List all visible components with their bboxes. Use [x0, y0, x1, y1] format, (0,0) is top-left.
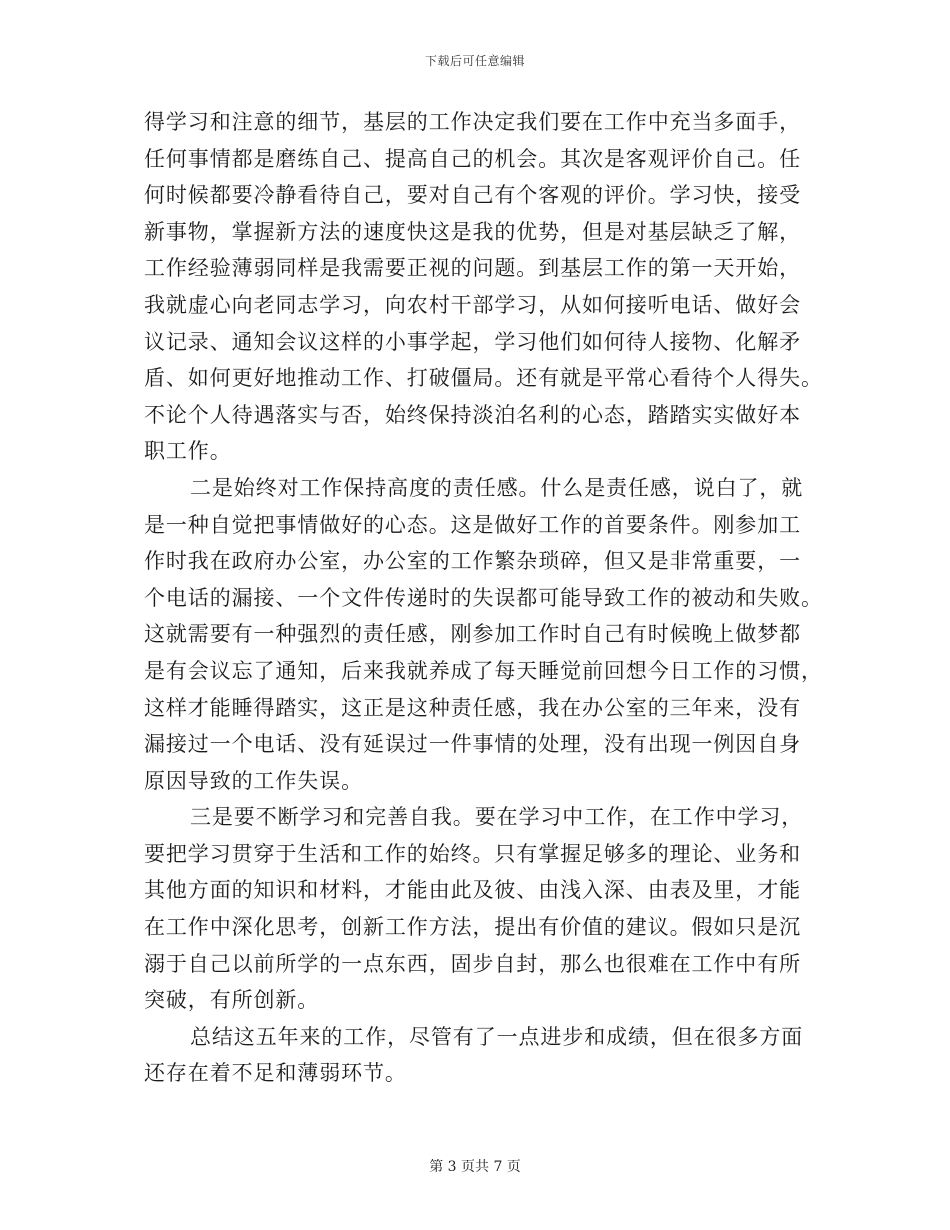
text-line: 这样才能睡得踏实，这正是这种责任感，我在办公室的三年来，没有: [144, 695, 801, 720]
text-line: 还存在着不足和薄弱环节。: [144, 1061, 407, 1086]
text-line: 这就需要有一种强烈的责任感，刚参加工作时自己有时候晚上做梦都: [144, 622, 801, 647]
text-line: 突破，有所创新。: [144, 988, 320, 1013]
text-line: 是一种自觉把事情做好的心态。这是做好工作的首要条件。刚参加工: [144, 512, 801, 537]
text-line: 新事物，掌握新方法的速度快这是我的优势，但是对基层缺乏了解，: [144, 219, 801, 244]
text-line: 职工作。: [144, 439, 232, 464]
text-line: 是有会议忘了通知，后来我就养成了每天睡觉前回想今日工作的习惯，: [144, 658, 823, 683]
text-line: 不论个人待遇落实与否，始终保持淡泊名利的心态，踏踏实实做好本: [144, 402, 801, 427]
page-number: 第 3 页共 7 页: [429, 1159, 521, 1175]
text-line: 工作经验薄弱同样是我需要正视的问题。到基层工作的第一天开始，: [144, 256, 801, 281]
text-line: 作时我在政府办公室，办公室的工作繁杂琐碎，但又是非常重要，一: [144, 549, 801, 574]
text-line: 在工作中深化思考，创新工作方法，提出有价值的建议。假如只是沉: [144, 915, 801, 940]
header-note: 下载后可任意编辑: [424, 54, 525, 68]
paragraph-start-line: 总结这五年来的工作，尽管有了一点进步和成绩，但在很多方面: [190, 1024, 804, 1049]
text-line: 溺于自己以前所学的一点东西，固步自封，那么也很难在工作中有所: [144, 951, 801, 976]
text-line: 要把学习贯穿于生活和工作的始终。只有掌握足够多的理论、业务和: [144, 841, 801, 866]
text-line: 何时候都要冷静看待自己，要对自己有个客观的评价。学习快，接受: [144, 183, 801, 208]
text-line: 漏接过一个电话、没有延误过一件事情的处理，没有出现一例因自身: [144, 732, 801, 757]
text-line: 原因导致的工作失误。: [144, 768, 363, 793]
text-line: 得学习和注意的细节，基层的工作决定我们要在工作中充当多面手，: [144, 110, 801, 134]
text-line: 我就虚心向老同志学习，向农村干部学习，从如何接听电话、做好会: [144, 292, 801, 317]
text-line: 其他方面的知识和材料，才能由此及彼、由浅入深、由表及里，才能: [144, 878, 801, 903]
text-line: 盾、如何更好地推动工作、打破僵局。还有就是平常心看待个人得失。: [144, 366, 823, 391]
text-line: 议记录、通知会议这样的小事学起，学习他们如何待人接物、化解矛: [144, 329, 801, 354]
paragraph-start-line: 二是始终对工作保持高度的责任感。什么是责任感，说白了，就: [190, 475, 804, 500]
text-line: 个电话的漏接、一个文件传递时的失误都可能导致工作的被动和失败。: [144, 585, 823, 610]
paragraph-start-line: 三是要不断学习和完善自我。要在学习中工作，在工作中学习，: [190, 805, 804, 830]
text-line: 任何事情都是磨练自己、提高自己的机会。其次是客观评价自己。任: [144, 146, 801, 171]
document-body: [144, 104, 823, 1092]
